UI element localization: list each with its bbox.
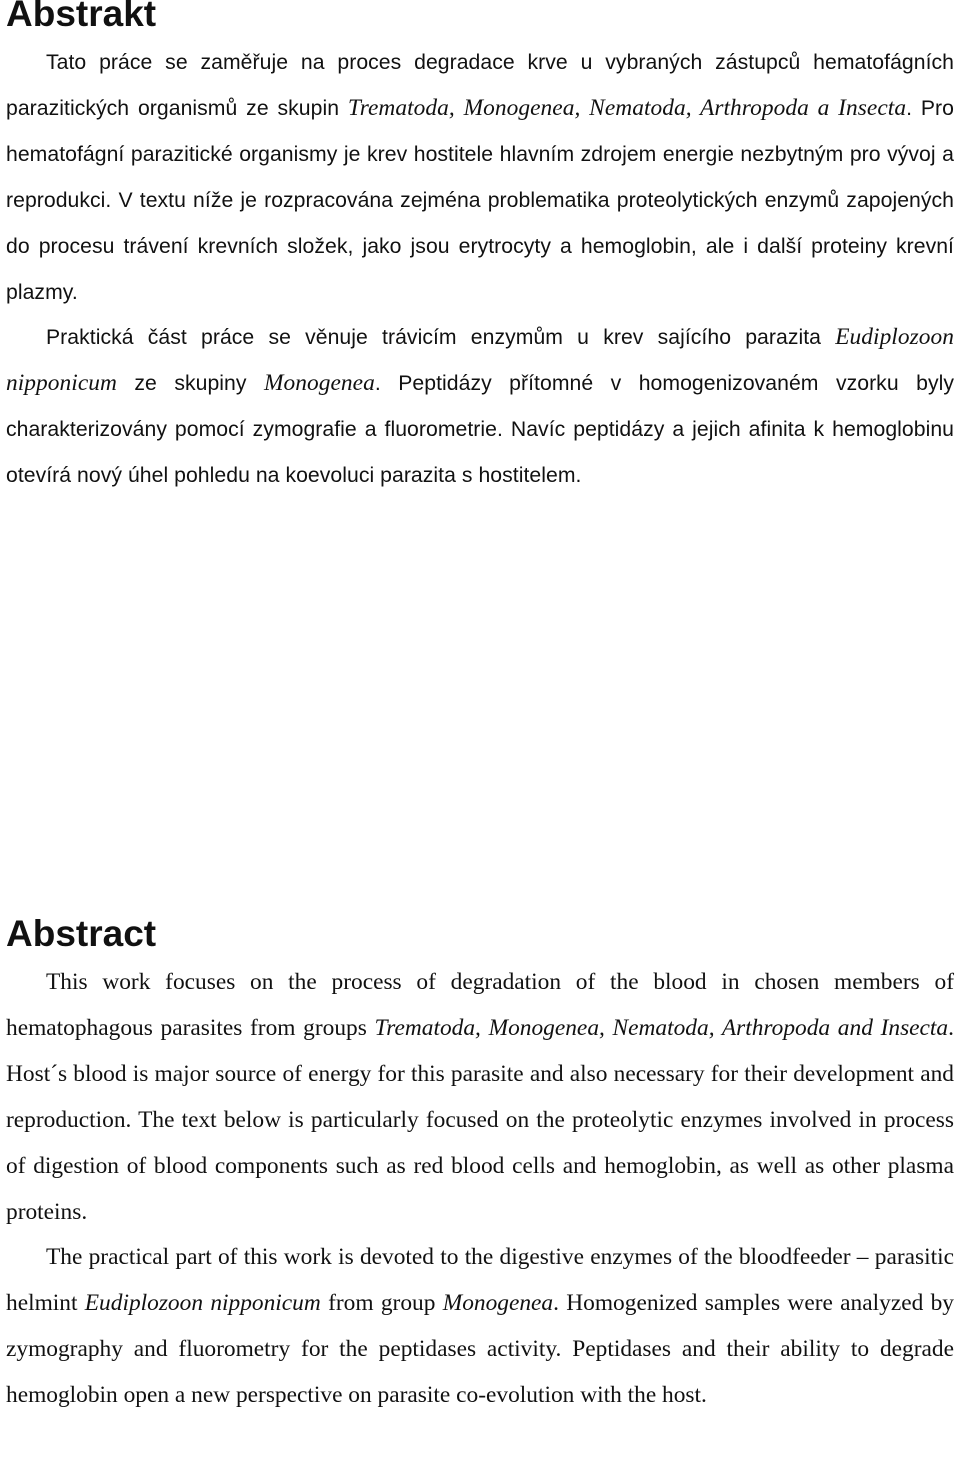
text-run: . Peptidázy přítomné v homogenizovaném vzorku byly charakterizovány pomocí zymografie a fluorometrie. Navíc peptidázy a jejich afinita k hemoglobinu otevírá nový úhel pohledu na koevoluci parazita s hostitelem.	[6, 372, 954, 488]
english-abstract-heading: Abstract	[6, 913, 157, 954]
text-run: Praktická část práce se věnuje trávicím enzymům u krev sajícího parazita	[46, 326, 836, 350]
english-abstract-section	[6, 910, 954, 1419]
italic-species: Eudiplozoon nipponicum	[84, 1290, 321, 1317]
italic-group: Monogenea	[442, 1290, 554, 1317]
czech-abstract-paragraph-1	[6, 40, 954, 315]
text-run: . Host´s blood is major source of energy for this parasite and also necessary for their development and reproduction. The text below is particularly focused on the proteolytic enzymes involved in process of digestion of blood components such as red blood cells and hemoglobin, as well as other plasma proteins.	[6, 1014, 954, 1225]
czech-abstract-heading: Abstrakt	[6, 0, 157, 34]
italic-group: Monogenea	[263, 370, 375, 397]
text-run: The practical part of this work is devoted to the digestive enzymes of the bloodfeeder – parasitic helmint	[6, 1244, 954, 1317]
text-run: from group	[320, 1290, 443, 1317]
text-run: . Pro hematofágní parazitické organismy je krev hostitele hlavním zdrojem energie nezbytným pro vývoj a reprodukci. V textu níže je rozpracována zejména problematika proteolytických enzymů zapojených do procesu trávení krevních složek, jako jsou erytrocyty a hemoglobin, ale i další proteiny krevní plazmy.	[6, 96, 954, 304]
czech-abstract-paragraph-2	[6, 315, 954, 499]
czech-abstract-section	[6, 0, 954, 499]
italic-species: Eudiplozoon nipponicum	[6, 324, 954, 397]
english-abstract-paragraph-2	[6, 1235, 954, 1419]
italic-taxa: Trematoda, Monogenea, Nematoda, Arthropoda a Insecta	[347, 94, 907, 121]
text-run: . Homogenized samples were analyzed by zymography and fluorometry for the peptidases activity. Peptidases and their ability to degrade hemoglobin open a new perspective on parasite co-evolution with the host.	[6, 1290, 954, 1409]
text-run: ze skupiny	[116, 372, 264, 396]
text-run: This work focuses on the process of degradation of the blood in chosen members of hematophagous parasites from groups	[6, 969, 954, 1041]
english-abstract-paragraph-1	[6, 960, 954, 1235]
text-run: Tato práce se zaměřuje na proces degradace krve u vybraných zástupců hematofágních parazitických organismů ze skupin	[6, 51, 954, 120]
italic-taxa: Trematoda, Monogenea, Nematoda, Arthropoda and Insecta	[374, 1014, 949, 1041]
